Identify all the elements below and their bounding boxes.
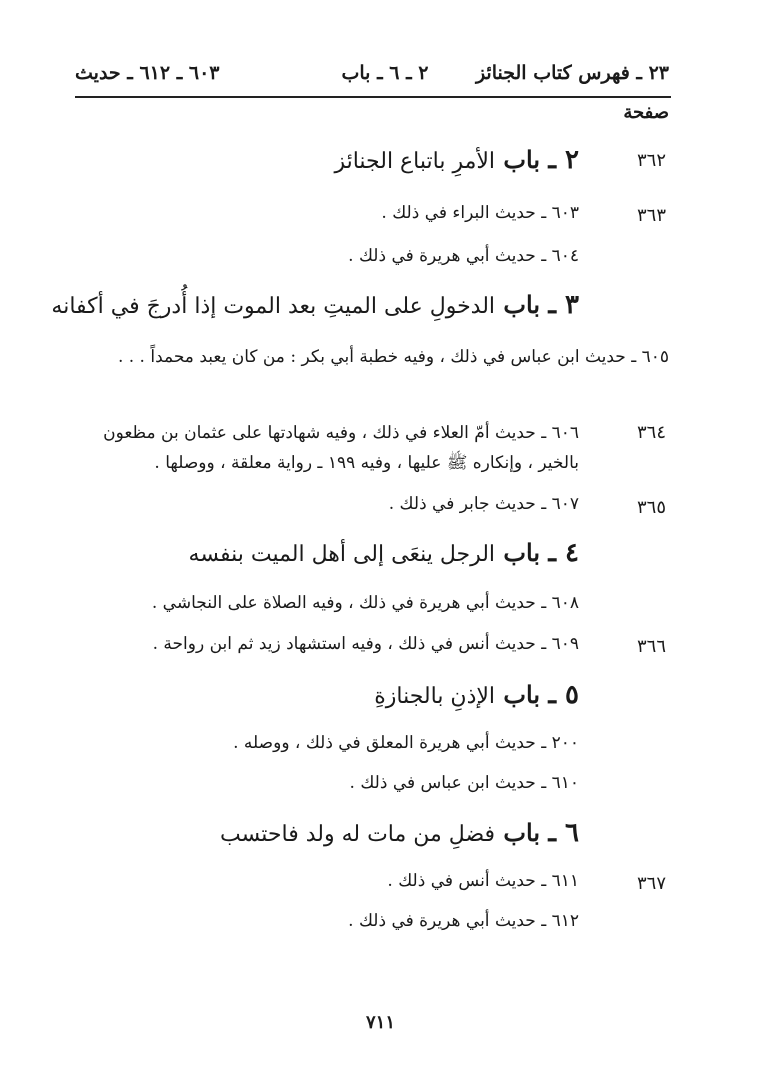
footer-page-number: ٧١١ (365, 1012, 395, 1033)
running-header-title: ٢٣ ـ فهرس كتاب الجنائز (475, 62, 669, 84)
section-title: الأمرِ باتباع الجنائز (334, 149, 496, 174)
section-number: ٣ ـ (548, 290, 579, 320)
section-bab: باب (503, 538, 540, 567)
hadith-entry: ٢٠٠ ـ حديث أبي هريرة المعلق في ذلك ، ووصله . (233, 733, 579, 753)
section-title: الإذنِ بالجنازةِ (374, 684, 496, 709)
hadith-entry: ٦٠٤ ـ حديث أبي هريرة في ذلك . (348, 246, 579, 266)
section-heading (60, 818, 579, 848)
hadith-entry: ٦٠٩ ـ حديث أنس في ذلك ، وفيه استشهاد زيد ثم ابن رواحة . (152, 634, 579, 654)
header-rule (75, 96, 671, 98)
section-heading (60, 680, 579, 710)
section-title: الرجل ينعَى إلى أهل الميت بنفسه (188, 542, 496, 567)
page-number: ٣٦٧ (636, 873, 666, 894)
section-bab: باب (503, 818, 540, 847)
hadith-entry: ٦٠٣ ـ حديث البراء في ذلك . (381, 203, 579, 223)
hadith-entry: ٦٠٥ ـ حديث ابن عباس في ذلك ، وفيه خطبة أبي بكر : من كان يعبد محمداً . . . (117, 347, 669, 367)
page-number: ٣٦٢ (636, 150, 666, 171)
section-bab: باب (503, 290, 540, 319)
page-number: ٣٦٦ (636, 636, 666, 657)
running-header-chapter: ٢ ـ ٦ ـ باب (341, 62, 429, 84)
hadith-entry: ٦٠٨ ـ حديث أبي هريرة في ذلك ، وفيه الصلاة على النجاشي . (151, 593, 579, 613)
hadith-entry: ٦٠٧ ـ حديث جابر في ذلك . (388, 494, 579, 514)
section-title: الدخولِ على الميتِ بعد الموت إذا أُدرجَ في أكفانه (51, 294, 496, 319)
hadith-entry: ٦٠٦ ـ حديث أمّ العلاء في ذلك ، وفيه شهادتها على عثمان بن مظعون بالخير ، وإنكاره ﷺ عليها ، وفيه ١٩٩ ـ رواية معلقة ، ووصلها . (103, 423, 579, 473)
hadith-entry: ٦١٠ ـ حديث ابن عباس في ذلك . (349, 773, 579, 793)
section-number: ٦ ـ (548, 818, 579, 848)
hadith-entry: ٦١٢ ـ حديث أبي هريرة في ذلك . (348, 911, 579, 931)
page-number: ٣٦٤ (636, 422, 666, 443)
section-number: ٢ ـ (548, 145, 579, 175)
running-header-range: ٦٠٣ ـ ٦١٢ ـ حديث (75, 62, 220, 84)
page-column-label: صفحة (623, 102, 669, 123)
section-heading (60, 538, 579, 568)
hadith-entry: ٦١١ ـ حديث أنس في ذلك . (387, 871, 579, 891)
section-bab: باب (503, 680, 540, 709)
section-heading (51, 290, 579, 320)
section-bab: باب (503, 145, 540, 174)
section-number: ٥ ـ (548, 680, 579, 710)
section-title: فضلِ من مات له ولد فاحتسب (220, 822, 496, 847)
section-number: ٤ ـ (548, 538, 579, 568)
page-number: ٣٦٣ (636, 205, 666, 226)
section-heading (60, 145, 579, 175)
page-number: ٣٦٥ (636, 497, 666, 518)
